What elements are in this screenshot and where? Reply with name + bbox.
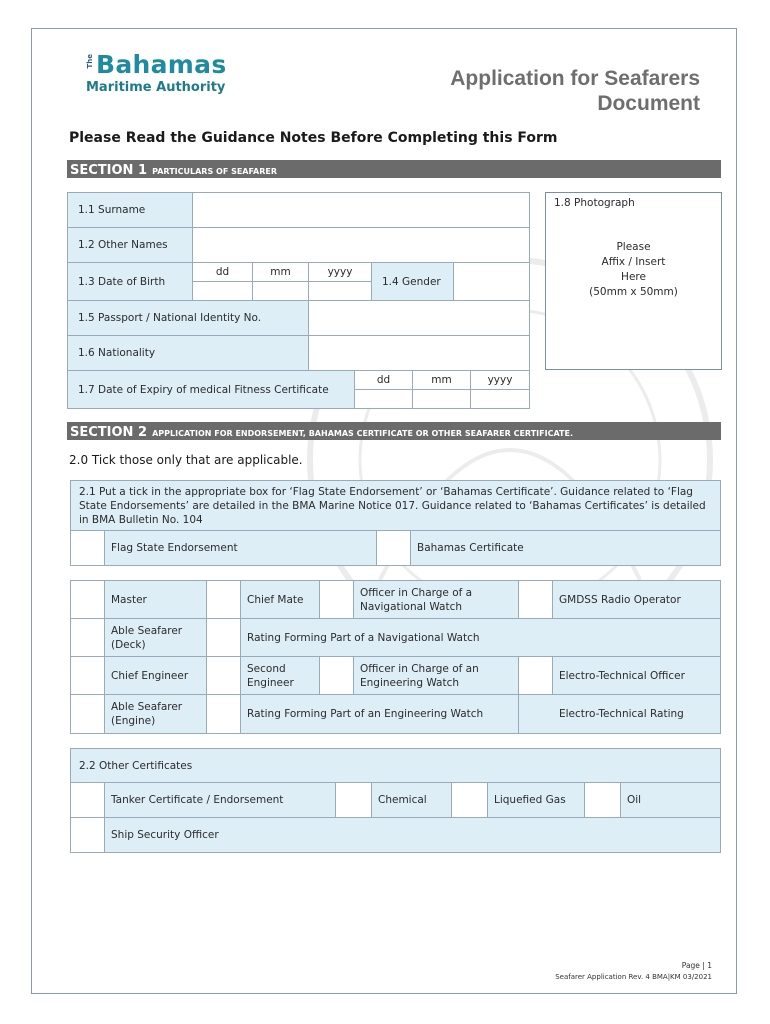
bahamas-cert-label: Bahamas Certificate — [410, 530, 721, 566]
rating-eng-checkbox[interactable] — [206, 694, 241, 734]
rating-nav-label: Rating Forming Part of a Navigational Watch — [240, 618, 721, 657]
oicew-checkbox[interactable] — [319, 656, 354, 695]
nationality-label: 1.6 Nationality — [67, 335, 309, 371]
able-deck-label: Able Seafarer (Deck) — [104, 618, 207, 657]
med-yyyy-header: yyyy — [470, 370, 530, 390]
photo-line-4: (50mm x 50mm) — [589, 286, 678, 298]
section1-bar — [67, 160, 721, 178]
revision-info: Seafarer Application Rev. 4 BMA|KM 03/2021 — [555, 973, 712, 981]
tick-note: 2.0 Tick those only that are applicable. — [69, 453, 303, 467]
chief-engineer-label: Chief Engineer — [104, 656, 207, 695]
logo-the: The — [86, 54, 94, 69]
dob-dd-input[interactable] — [192, 281, 253, 301]
chemical-checkbox[interactable] — [335, 782, 372, 818]
eto-label: Electro-Technical Officer — [552, 656, 721, 695]
eto-checkbox[interactable] — [518, 656, 553, 695]
chemical-label: Chemical — [371, 782, 452, 818]
dob-mm-input[interactable] — [252, 281, 309, 301]
second-engineer-checkbox[interactable] — [206, 656, 241, 695]
dob-dd-header: dd — [192, 262, 253, 282]
med-mm-header: mm — [412, 370, 471, 390]
surname-label: 1.1 Surname — [67, 192, 193, 228]
page-number: Page | 1 — [681, 961, 712, 970]
title-line-2: Document — [597, 92, 700, 115]
photo-line-2: Affix / Insert — [601, 256, 666, 268]
flag-state-checkbox[interactable] — [70, 530, 105, 566]
sso-label: Ship Security Officer — [104, 817, 721, 853]
photograph-box[interactable] — [545, 192, 722, 370]
photo-line-3: Here — [621, 271, 646, 283]
guidance-text: 2.1 Put a tick in the appropriate box for ‘Flag State Endorsement’ or ‘Bahamas Certificate’. Guidance related to ‘Flag State Endorsements’ are detailed in the BMA Marine Notice 017. Guidance related to ‘Bahamas Certificates’ is detailed in BMA Bulletin No. 104 — [70, 480, 721, 531]
logo-bahamas: Bahamas — [96, 50, 227, 79]
title-line-1: Application for Seafarers — [450, 67, 700, 90]
gmdss-checkbox[interactable] — [518, 580, 553, 619]
tanker-checkbox[interactable] — [70, 782, 105, 818]
section1-heading: SECTION 1 — [70, 163, 147, 178]
med-mm-input[interactable] — [412, 389, 471, 409]
nationality-input[interactable] — [308, 335, 530, 371]
gender-label: 1.4 Gender — [371, 262, 454, 301]
oil-label: Oil — [620, 782, 721, 818]
flag-state-label: Flag State Endorsement — [104, 530, 377, 566]
photograph-label: 1.8 Photograph — [554, 197, 635, 209]
passport-input[interactable] — [308, 300, 530, 336]
rating-nav-checkbox[interactable] — [206, 618, 241, 657]
rating-eng-label: Rating Forming Part of an Engineering Watch — [240, 694, 519, 734]
document-title — [380, 66, 700, 116]
photograph-instructions — [546, 240, 721, 300]
able-engine-label: Able Seafarer (Engine) — [104, 694, 207, 734]
photo-line-1: Please — [616, 241, 651, 253]
chief-mate-checkbox[interactable] — [206, 580, 241, 619]
passport-label: 1.5 Passport / National Identity No. — [67, 300, 309, 336]
section2-bar — [67, 422, 721, 440]
logo-maritime-authority: Maritime Authority — [86, 80, 226, 95]
section2-heading: SECTION 2 — [70, 425, 147, 440]
sso-checkbox[interactable] — [70, 817, 105, 853]
liquefied-gas-checkbox[interactable] — [451, 782, 488, 818]
able-engine-checkbox[interactable] — [70, 694, 105, 734]
medical-expiry-label: 1.7 Date of Expiry of medical Fitness Certificate — [67, 370, 355, 409]
master-label: Master — [104, 580, 207, 619]
med-dd-input[interactable] — [354, 389, 413, 409]
other-names-label: 1.2 Other Names — [67, 227, 193, 263]
able-deck-checkbox[interactable] — [70, 618, 105, 657]
chief-engineer-checkbox[interactable] — [70, 656, 105, 695]
section1-subheading: PARTICULARS OF SEAFARER — [152, 167, 278, 176]
liquefied-gas-label: Liquefied Gas — [487, 782, 585, 818]
oicnw-checkbox[interactable] — [319, 580, 354, 619]
bahamas-cert-checkbox[interactable] — [376, 530, 411, 566]
med-dd-header: dd — [354, 370, 413, 390]
dob-yyyy-input[interactable] — [308, 281, 372, 301]
section2-subheading: APPLICATION FOR ENDORSEMENT, BAHAMAS CERTIFICATE OR OTHER SEAFARER CERTIFICATE. — [152, 429, 573, 438]
second-engineer-label: Second Engineer — [240, 656, 320, 695]
oicew-label: Officer in Charge of an Engineering Watch — [353, 656, 519, 695]
oil-checkbox[interactable] — [584, 782, 621, 818]
guidance-notice: Please Read the Guidance Notes Before Completing this Form — [69, 130, 558, 146]
gmdss-label: GMDSS Radio Operator — [552, 580, 721, 619]
other-names-input[interactable] — [192, 227, 530, 263]
med-yyyy-input[interactable] — [470, 389, 530, 409]
dob-label: 1.3 Date of Birth — [67, 262, 193, 301]
gender-input[interactable] — [453, 262, 530, 301]
chief-mate-label: Chief Mate — [240, 580, 320, 619]
surname-input[interactable] — [192, 192, 530, 228]
other-certificates-heading: 2.2 Other Certificates — [70, 748, 721, 783]
dob-yyyy-header: yyyy — [308, 262, 372, 282]
tanker-label: Tanker Certificate / Endorsement — [104, 782, 336, 818]
dob-mm-header: mm — [252, 262, 309, 282]
master-checkbox[interactable] — [70, 580, 105, 619]
oicnw-label: Officer in Charge of a Navigational Watch — [353, 580, 519, 619]
etr-label: Electro-Technical Rating — [518, 694, 721, 734]
